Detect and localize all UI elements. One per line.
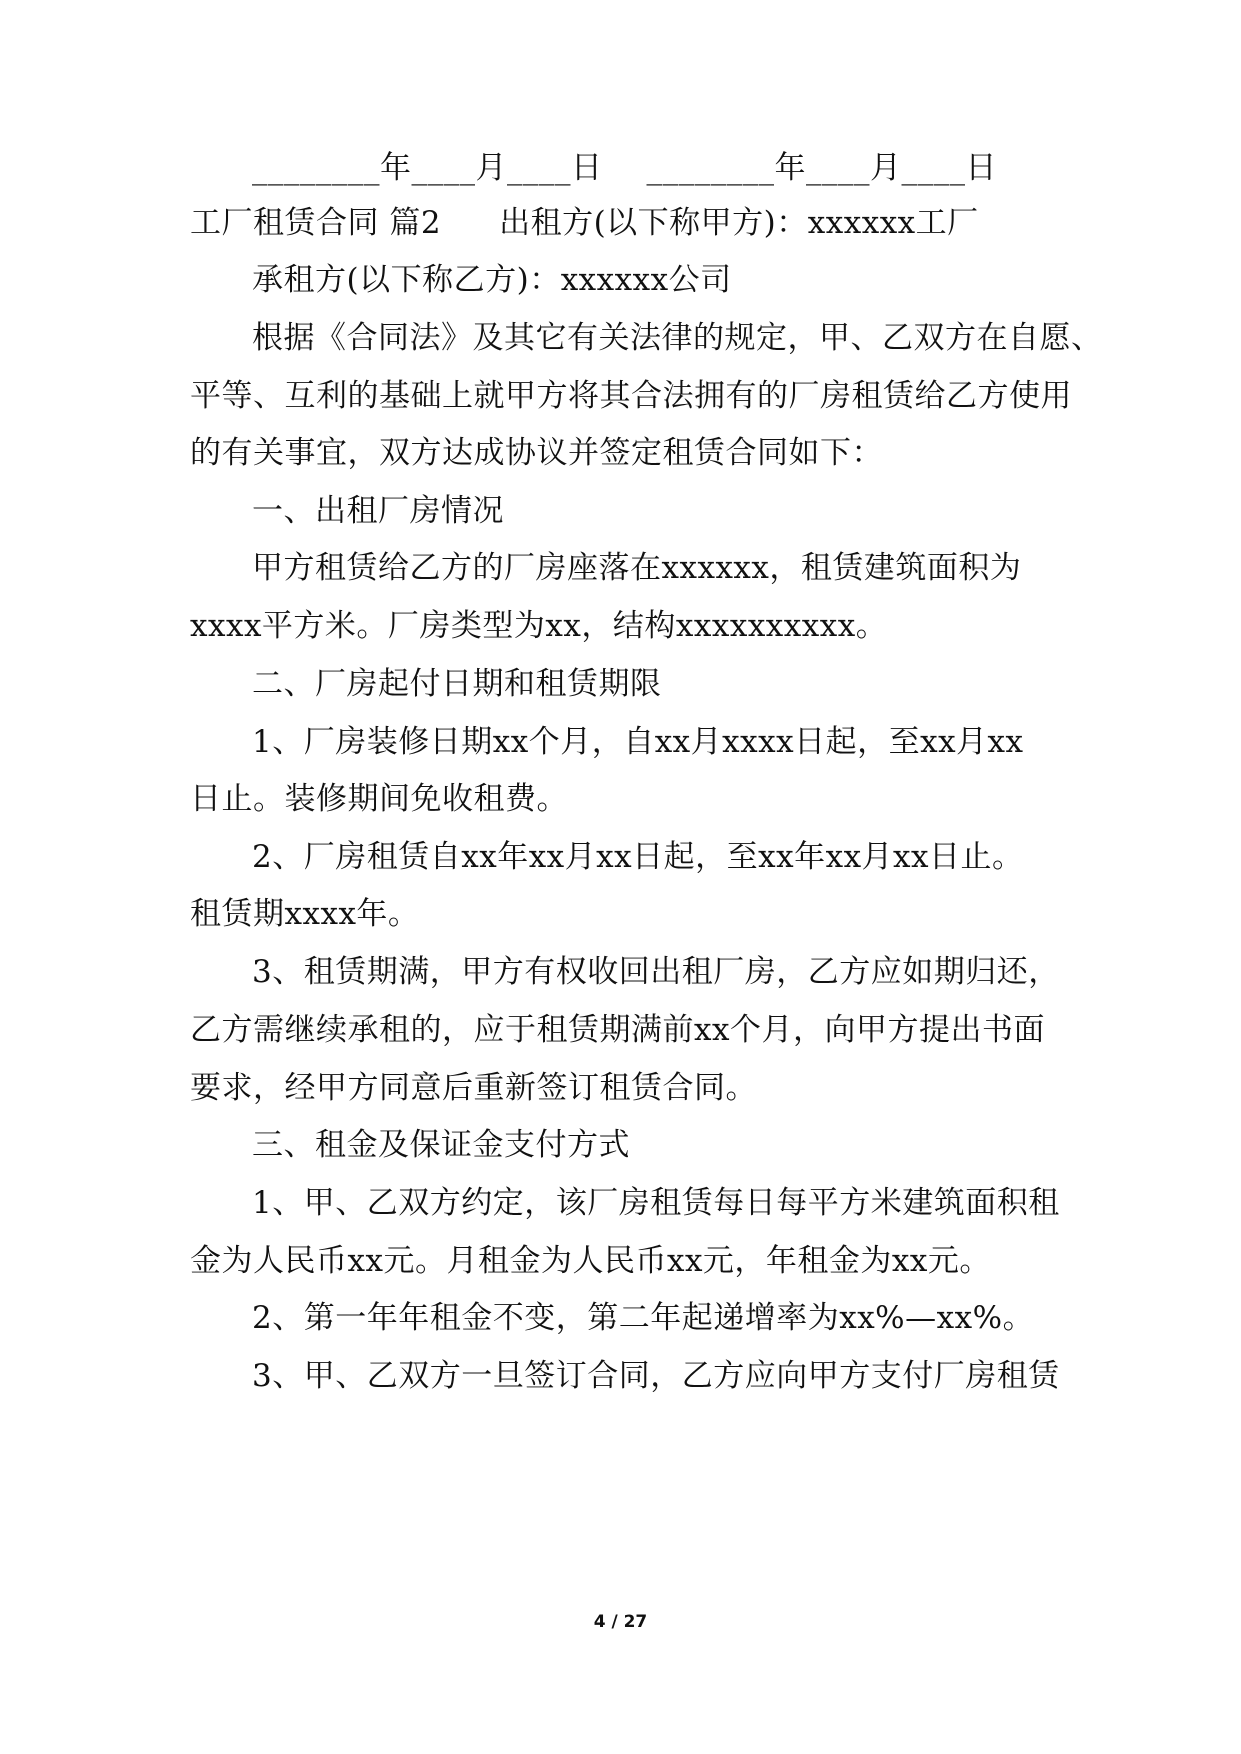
intro-line-3: 的有关事宜，双方达成协议并签定租赁合同如下： [190, 435, 883, 471]
clause-1-line-2: xxxx平方米。厂房类型为xx，结构xxxxxxxxxx。 [190, 608, 888, 644]
signature-date-right: ________年____月____日 [646, 150, 997, 186]
clause-1-line-1: 甲方租赁给乙方的厂房座落在xxxxxx，租赁建筑面积为 [252, 550, 1022, 586]
clause-2-1-line-2: 日止。装修期间免收租费。 [190, 781, 568, 817]
clause-2-2-line-1: 2、厂房租赁自xx年xx月xx日起，至xx年xx月xx日止。 [252, 839, 1024, 875]
page-number: 4 / 27 [593, 1612, 648, 1632]
lessee-line: 承租方(以下称乙方)：xxxxxx公司 [252, 262, 732, 298]
lessor-line: 出租方(以下称甲方)：xxxxxx工厂 [499, 205, 979, 241]
clause-2-2-line-2: 租赁期xxxx年。 [190, 896, 420, 932]
section-title: 工厂租赁合同 篇2 [190, 205, 442, 241]
intro-line-2: 平等、互利的基础上就甲方将其合法拥有的厂房租赁给乙方使用 [190, 378, 1072, 414]
heading-3: 三、租金及保证金支付方式 [252, 1127, 630, 1163]
clause-2-3-line-3: 要求，经甲方同意后重新签订租赁合同。 [190, 1070, 757, 1106]
clause-3-1-line-2: 金为人民币xx元。月租金为人民币xx元，年租金为xx元。 [190, 1243, 991, 1279]
clause-3-1-line-1: 1、甲、乙双方约定，该厂房租赁每日每平方米建筑面积租 [252, 1185, 1060, 1221]
clause-3-2: 2、第一年年租金不变，第二年起递增率为xx%—xx%。 [252, 1300, 1035, 1336]
signature-date-left: ________年____月____日 [252, 150, 603, 186]
heading-2: 二、厂房起付日期和租赁期限 [252, 666, 662, 702]
intro-line-1: 根据《合同法》及其它有关法律的规定，甲、乙双方在自愿、 [252, 320, 1103, 356]
heading-1: 一、出租厂房情况 [252, 493, 504, 529]
section-title-line [190, 203, 1070, 243]
clause-2-3-line-2: 乙方需继续承租的，应于租赁期满前xx个月，向甲方提出书面 [190, 1012, 1045, 1048]
signature-dates-line [252, 148, 1070, 188]
clause-3-3-line-1: 3、甲、乙双方一旦签订合同，乙方应向甲方支付厂房租赁 [252, 1358, 1060, 1394]
clause-2-3-line-1: 3、租赁期满，甲方有权收回出租厂房，乙方应如期归还， [252, 954, 1060, 990]
clause-2-1-line-1: 1、厂房装修日期xx个月，自xx月xxxx日起，至xx月xx [252, 724, 1024, 760]
